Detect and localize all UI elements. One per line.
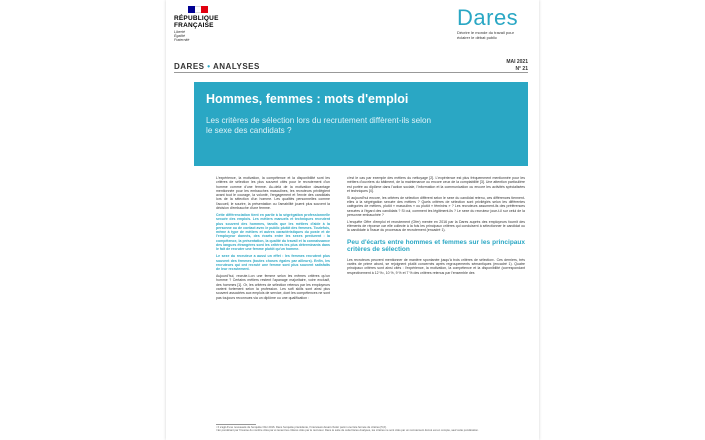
body-paragraph-3: L'enquête Offre d'emploi et recrutement (Ofer) menée en 2016 par la Dares auprès des employeurs fournit des éléments de réponse car elle collecte à la fois les principaux critères qui conduisent à sélectionner le candidat ou la candidate à l'issue du processus de recrutement (encadré 1).: [347, 219, 525, 233]
issue-date: MAI 2021: [506, 59, 528, 65]
footnote-divider: [216, 424, 256, 425]
republique-line-2: FRANÇAISE: [174, 22, 214, 29]
document-title: Hommes, femmes : mots d'emploi: [206, 92, 409, 106]
dares-wordmark: Dares: [457, 5, 519, 30]
body-paragraph-2: Si aujourd'hui encore, les critères de sélection diffèrent selon le sexe du candidat retenu, ces différences tiennent-elles à la ségrégation sexuée des métiers ? Quels critères de sélection sont privilégiés selon les différentes catégories de métiers, plutôt « masculins » ou plutôt « féminins » ? Les recruteurs assument-ils des préférences sexuées à l'égard des candidats ? Si oui, comment les légitiment-ils ? Le sexe du recruteur joue-t-il sur celui de la personne embauchée ?: [347, 195, 525, 217]
motto-egalite: Égalité: [174, 34, 185, 39]
footnotes: [216, 426, 525, 433]
series-right: ANALYSES: [213, 62, 260, 71]
summary-paragraph-3: Le sexe du recruteur a aussi un effet : les femmes recrutent plus souvent des femmes (toutes choses égales par ailleurs). Enfin, les recruteurs qui ont recruté une femme sont plus souvent satisfaits de leur recrutement.: [216, 254, 330, 272]
dares-tagline: Décrire le monde du travail pour éclairer le débat public: [457, 30, 514, 40]
left-column: [216, 176, 330, 302]
header-divider: [174, 72, 528, 73]
body-paragraph-4: Les recruteurs peuvent mentionner de manière spontanée jusqu'à trois critères de sélection¹. Ces derniers, très variés de prime abord, se rejoignent plutôt concernés après regroupements sémantiques (encadré 1). Quatre principaux critères sont ainsi cités : l'expérience, la motivation, la compétence et la disponibilité (correspondant respectivement à 12 %¹, 10 %, 9 % et 7 % des critères retenus par l'ensemble des: [347, 257, 525, 275]
french-flag-icon: [188, 6, 208, 13]
footnote-2: ² En pondérant par l'inverse du nombre cités par et tenant les critères cités par le recruteur. Dans le suite de cette Dares Analyses, les critères ne sont cités par un recrutement donné est en compte, sauf cette pondération.: [216, 429, 479, 433]
summary-paragraph-1: L'expérience, la motivation, la compétence et la disponibilité sont les critères de sélection les plus souvent cités pour le recrutement d'un homme comme d'une femme. Au-delà de la motivation davantage mentionnée pour les embauches masculines, les recruteurs privilégient avant tout le courage, la volonté, l'engagement et l'envie des candidats lors de la sélection d'un homme. Les qualités personnelles comme l'accueil, le sourire, la présentation ou l'amabilité jouent plus souvent la décision d'embauche d'une femme.: [216, 176, 330, 211]
dares-logo: [457, 6, 529, 40]
motto-liberte: Liberté: [174, 30, 185, 34]
republique-francaise-logo: [174, 6, 224, 43]
series-left: DARES: [174, 62, 205, 71]
intro-paragraph: Aujourd'hui, recrute-t-on une femme selon les mêmes critères qu'un homme ? Certains métiers restent l'apanage majoritaire, voire exclusif, des hommes [1]. Or, les critères de sélection retenus par les employeurs varient fortement selon la profession. Les soft skills sont ainsi plus souvent associées aux emplois de service, dont les compétences ne sont pas toujours reconnues via un diplôme ou une qualification :: [216, 274, 330, 300]
section-heading: Peu d'écarts entre hommes et femmes sur les principaux critères de sélection: [347, 238, 525, 254]
body-paragraph-1: c'est le cas par exemple des métiers du nettoyage [2]. L'expérience est plus fréquemment mentionnée pour les métiers d'ouvriers du bâtiment, de la maintenance ou encore ceux de la comptabilité [3]. Une attention particulière est portée au diplôme dans l'action sociale, l'information et la communication ou encore les activités spécialisées et techniques [4].: [347, 176, 525, 193]
document-page: [166, 0, 539, 440]
footnote-1: ¹ Il s'agit d'une nouveauté de l'enquête Ofer 2016. Dans l'enquête précédente, l'interviewé devait choisir parmi une liste fermée de critères [5,6].: [216, 426, 387, 429]
motto-fraternite: Fraternité: [174, 38, 190, 43]
series-separator: •: [207, 62, 211, 71]
publication-series: [174, 62, 260, 71]
summary-paragraph-2: Cette différenciation tient en partie à la ségrégation professionnelle sexuée des emplois. Les métiers manuels et techniques recrutent plus souvent des hommes, tandis que les métiers d'aide à la personne ou de contact avec le public plutôt des femmes. Toutefois, même à type de métiers et autres caractéristiques du poste et de l'employeur donnés, des écarts entre les sexes perdurent : la compétence, la présentation, la qualité du travail et la connaissance des langues étrangères sont les critères les plus déterminants dans le fait de recruter une femme plutôt qu'un homme.: [216, 212, 330, 252]
title-banner: [194, 82, 528, 166]
republique-line-1: RÉPUBLIQUE: [174, 15, 219, 22]
document-subtitle: Les critères de sélection lors du recrutement diffèrent-ils selon le sexe des candidats ?: [206, 116, 432, 135]
issue-meta: [506, 59, 528, 72]
right-column: [347, 176, 525, 278]
issue-number: N° 21: [515, 65, 528, 72]
